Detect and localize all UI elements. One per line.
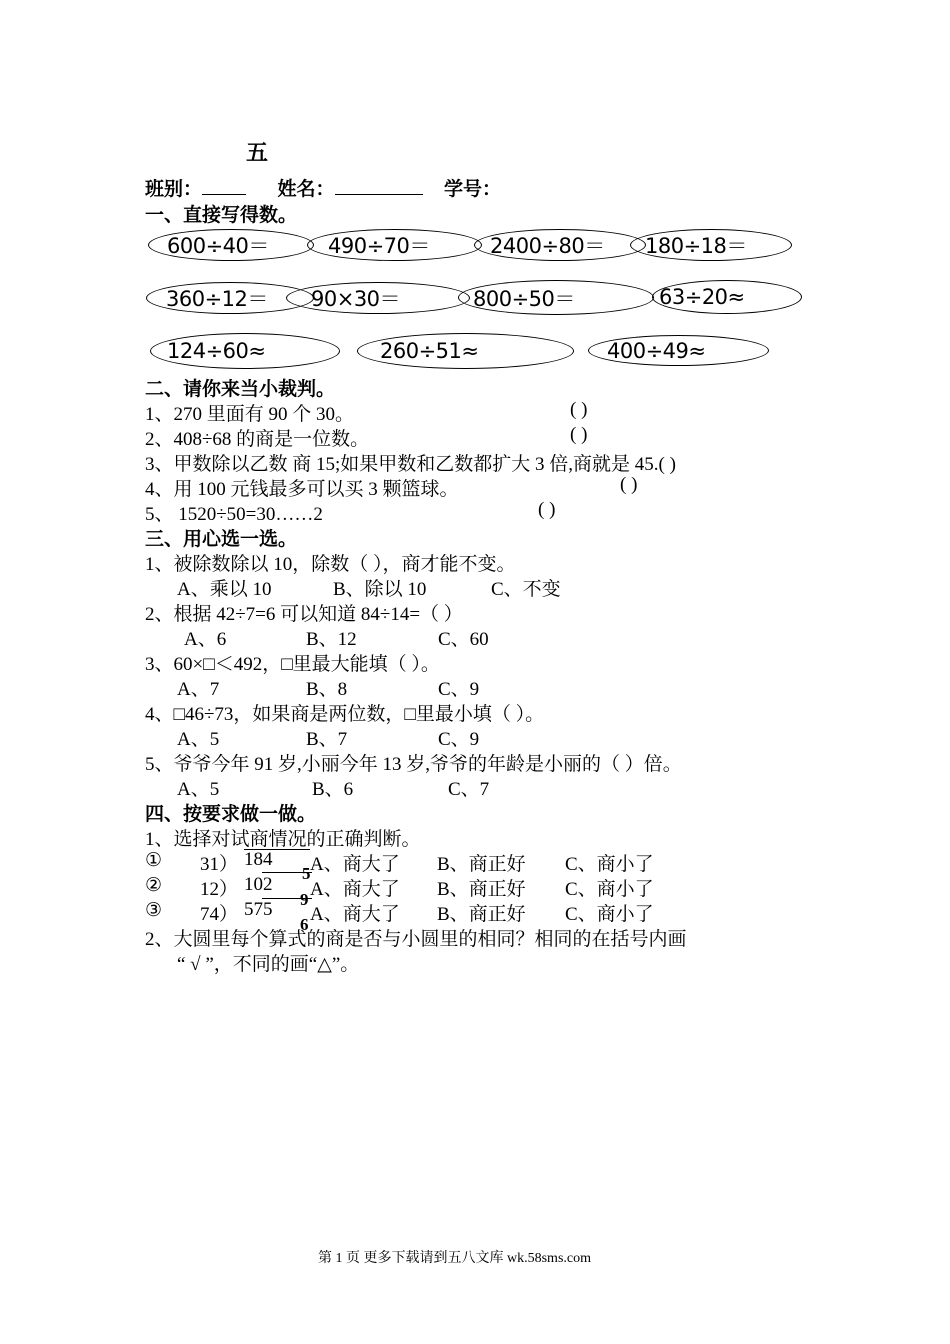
answer-paren[interactable]: ( )	[538, 499, 556, 520]
option-c[interactable]: C、9	[438, 679, 480, 700]
option-c[interactable]: C、不变	[491, 579, 561, 600]
option-a[interactable]: A、6	[184, 629, 227, 650]
option-a[interactable]: A、5	[177, 779, 220, 800]
problem-oval	[652, 280, 802, 314]
judge-item: 5、 1520÷50=30……2	[145, 504, 323, 525]
row-number: ②	[145, 875, 163, 896]
page-footer: 第 1 页 更多下载请到五八文库 wk.58sms.com	[318, 1251, 591, 1266]
judge-item: 1、270 里面有 90 个 30。	[145, 404, 355, 425]
judge-item: 3、甲数除以乙数 商 15;如果甲数和乙数都扩大 3 倍,商就是 45.( )	[145, 454, 676, 475]
row-number: ③	[145, 900, 163, 921]
option-b[interactable]: B、除以 10	[333, 579, 427, 600]
option-a[interactable]: A、商大了	[310, 854, 400, 875]
answer-paren[interactable]: ( )	[570, 399, 588, 420]
option-b[interactable]: B、6	[312, 779, 354, 800]
name-blank	[335, 176, 423, 195]
option-b[interactable]: B、7	[306, 729, 348, 750]
problem-text: 800÷50＝	[473, 286, 575, 311]
option-a[interactable]: A、7	[177, 679, 220, 700]
option-b[interactable]: B、商正好	[437, 879, 526, 900]
problem-text: 260÷51≈	[380, 339, 479, 363]
problem-text: 490÷70＝	[328, 234, 430, 258]
division-bar	[262, 898, 312, 899]
section1-heading: 一、直接写得数。	[145, 205, 298, 226]
section4-question2: 2、大圆里每个算式的商是否与小圆里的相同？相同的在括号内画	[145, 929, 687, 950]
problem-oval	[307, 229, 482, 261]
class-label: 班别：	[145, 179, 203, 200]
problem-oval	[458, 280, 654, 315]
option-c[interactable]: C、9	[438, 729, 480, 750]
problem-oval	[150, 333, 340, 369]
problem-oval	[630, 229, 792, 261]
judge-item: 4、用 100 元钱最多可以买 3 颗篮球。	[145, 479, 459, 500]
problem-oval	[148, 229, 314, 261]
choice-question: 2、根据 42÷7=6 可以知道 84÷14=（ ）	[145, 604, 463, 625]
row-number: ①	[145, 850, 163, 871]
option-b[interactable]: B、8	[306, 679, 348, 700]
dividend: 575	[244, 899, 273, 920]
option-c[interactable]: C、商小了	[565, 854, 654, 875]
option-b[interactable]: B、12	[306, 629, 357, 650]
problem-text: 63÷20≈	[659, 285, 745, 309]
id-label: 学号：	[444, 179, 502, 200]
divisor: 12）	[200, 879, 239, 900]
option-c[interactable]: C、60	[438, 629, 489, 650]
option-a[interactable]: A、商大了	[310, 879, 400, 900]
problem-text: 90×30＝	[311, 287, 401, 311]
section2-heading: 二、请你来当小裁判。	[145, 379, 336, 400]
option-a[interactable]: A、商大了	[310, 904, 400, 925]
problem-text: 360÷12＝	[166, 287, 268, 311]
trial-quotient: 9	[300, 890, 309, 909]
problem-text: 2400÷80＝	[490, 234, 605, 258]
page-title: 五	[246, 140, 269, 165]
problem-oval	[357, 333, 574, 369]
problem-text: 124÷60≈	[167, 339, 266, 363]
answer-paren[interactable]: ( )	[620, 474, 638, 495]
name-label: 姓名：	[277, 179, 335, 200]
option-a[interactable]: A、5	[177, 729, 220, 750]
choice-question: 3、60×□＜492，□里最大能填（ ）。	[145, 654, 440, 675]
problem-oval	[286, 282, 470, 314]
judge-item: 2、408÷68 的商是一位数。	[145, 429, 370, 450]
answer-paren[interactable]: ( )	[570, 424, 588, 445]
choice-question: 5、爷爷今年 91 岁,小丽今年 13 岁,爷爷的年龄是小丽的（ ）倍。	[145, 754, 682, 775]
option-b[interactable]: B、商正好	[437, 854, 526, 875]
problem-oval	[588, 335, 769, 366]
section4-question1: 1、选择对试商情况的正确判断。	[145, 829, 421, 850]
problem-text: 180÷18＝	[645, 234, 747, 258]
problem-oval	[474, 229, 646, 261]
option-b[interactable]: B、商正好	[437, 904, 526, 925]
section4-heading: 四、按要求做一做。	[145, 804, 317, 825]
option-c[interactable]: C、商小了	[565, 904, 654, 925]
divisor: 74）	[200, 904, 239, 925]
class-blank	[202, 176, 246, 195]
option-c[interactable]: C、商小了	[565, 879, 654, 900]
divisor: 31）	[200, 854, 239, 875]
division-bar	[262, 872, 312, 873]
option-c[interactable]: C、7	[448, 779, 490, 800]
student-info-row	[145, 174, 501, 201]
division-bar	[244, 849, 310, 850]
option-a[interactable]: A、乘以 10	[177, 579, 272, 600]
problem-text: 400÷49≈	[607, 338, 706, 363]
problem-text: 600÷40＝	[167, 234, 269, 258]
section4-question2-cont: “ √ ”，不同的画“△”。	[177, 954, 360, 975]
trial-quotient: 5	[302, 864, 311, 883]
choice-question: 4、□46÷73，如果商是两位数，□里最小填（ ）。	[145, 704, 545, 725]
choice-question: 1、被除数除以 10，除数（ ），商才能不变。	[145, 554, 516, 575]
trial-quotient: 6	[300, 915, 309, 934]
dividend: 184	[244, 849, 273, 870]
dividend: 102	[244, 874, 273, 895]
section3-heading: 三、用心选一选。	[145, 529, 298, 550]
